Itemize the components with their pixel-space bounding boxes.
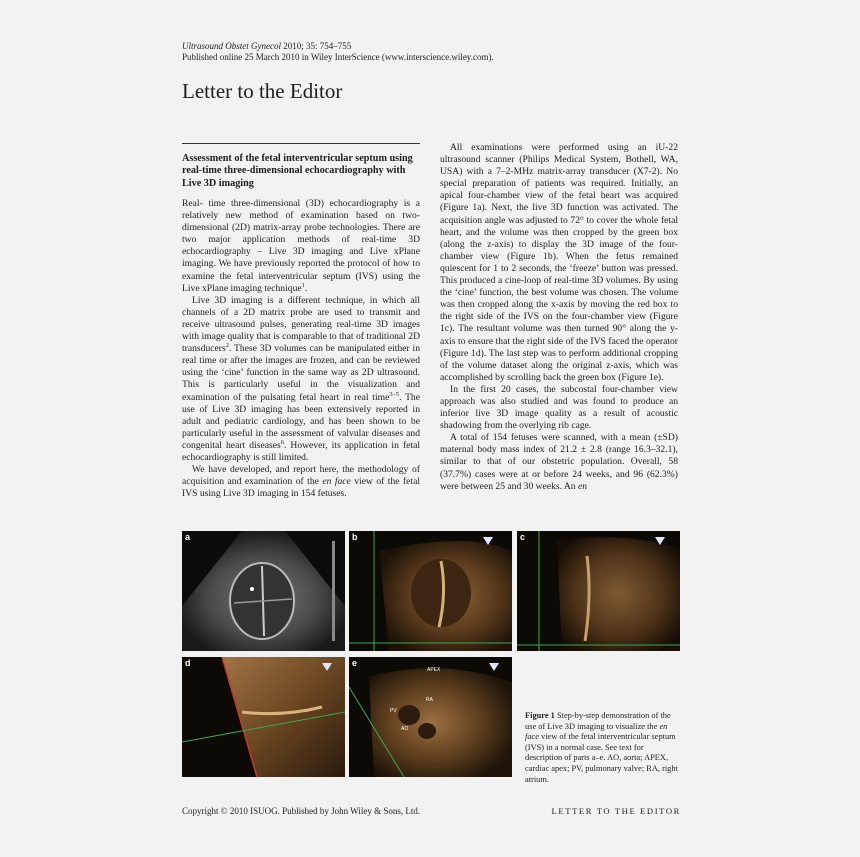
running-head: LETTER TO THE EDITOR	[551, 806, 681, 816]
panel-label: c	[520, 532, 526, 542]
italic-term: en	[578, 480, 588, 492]
annotation-apex: APEX	[427, 667, 441, 673]
paragraph-intro	[182, 198, 420, 295]
reference-marker: 1	[301, 281, 305, 289]
ultrasound-image-grayscale	[182, 531, 345, 651]
reference-marker: 2	[225, 341, 229, 349]
live-3d-image-sepia	[349, 531, 512, 651]
paragraph-subcostal: In the first 20 cases, the subcostal four-chamber view approach was also studied and was found to produce an inferior live 3D image quality as a result of acoustic shadowing from the overlying rib cage.	[440, 383, 678, 432]
paragraph-text: We have developed, and report here, the methodology of acquisition and examination of the	[182, 464, 420, 488]
italic-term: en face	[322, 476, 351, 488]
paragraph-live3d	[182, 295, 420, 464]
live-3d-cropped-image	[517, 531, 680, 651]
published-online-line: Published online 25 March 2010 in Wiley InterScience (www.interscience.wiley.com).	[182, 52, 494, 62]
live-3d-rotated-image	[182, 657, 345, 777]
figure-caption	[525, 711, 681, 785]
figure-panel-d	[182, 657, 345, 777]
annotation-pv: PV	[390, 708, 397, 714]
journal-name: Ultrasound Obstet Gynecol	[182, 41, 281, 51]
panel-label: e	[352, 658, 358, 668]
copyright-footer: Copyright © 2010 ISUOG. Published by John Wiley & Sons, Ltd.	[182, 806, 421, 816]
right-column	[440, 142, 678, 493]
paragraph-text: Real- time three-dimensional (3D) echocardiography is a relatively new method of examination based on two-dimensional (2D) matrix-array probe technologies. There are two major application methods of real-time 3D echocardiography – Live 3D imaging and Live xPlane imaging. We have previously reported the protocol of how to examine the fetal interventricular septum (IVS) using the Live xPlane imaging technique	[182, 198, 420, 294]
left-column	[182, 198, 420, 500]
caption-text: view of the fetal interventricular septum (IVS) in a normal case. See text for description of parts a–e. AO, aorta; APEX, cardiac apex; PV, pulmonary valve; RA, right atrium.	[525, 732, 678, 784]
paragraph-methodology	[182, 464, 420, 500]
italic-term: en face	[525, 721, 668, 742]
figure-panel-b	[349, 531, 512, 651]
paragraph-text: . However, its application in fetal echocardiography is still limited.	[182, 439, 420, 463]
article-title: Assessment of the fetal interventricular septum using real-time three-dimensional echocardiography with Live 3D imaging	[182, 153, 413, 189]
caption-label: Figure 1	[525, 711, 555, 720]
paragraph-text: .	[304, 282, 308, 294]
paragraph-text: A total of 154 fetuses were scanned, with a mean (±SD) maternal body mass index of 21.2 ± 2.8 (range 16.3–32.1), similar to that of our obstetric population. Overall, 58 (37.7%) cases were at or before 24 weeks, and 96 (62.3%) were between 25 and 30 weeks. An	[440, 432, 678, 492]
paragraph-text: . The use of Live 3D imaging has been extensively reported in adult and pediatric cardiology, and has been shown to be particularly useful in the assessment of valvular diseases and congenital heart diseases	[182, 391, 420, 451]
paragraph-examinations: All examinations were performed using an iU-22 ultrasound scanner (Philips Medical System, Bothell, WA, USA) with a 7–2-MHz matrix-array transducer (X7-2). No special preparation of patients was required. Initially, an apical four-chamber view of the fetal heart was acquired (Figure 1a). Next, the live 3D function was activated. The acquisition angle was adjusted to 72° to cover the whole fetal heart, and the volume was then cropped by the green box (along the z-axis) to display the 3D image of the four-chamber view (Figure 1b). When the fetus remained quiescent for 1 to 2 seconds, the ‘freeze’ button was pressed. This produced a cine-loop of real-time 3D volumes. By using the ‘cine’ function, the best volume was chosen. The volume was then cropped along the x-axis by moving the red box to the right side of the IVS on the four-chamber view (Figure 1c). The resultant volume was then turned 90° along the y-axis to ensure that the right side of the IVS faced the operator (Figure 1d). The last step was to perform additional cropping of the volume dataset along the original z-axis, which was accomplished by scrolling back the green box (Figure 1e).	[440, 142, 678, 383]
reference-marker: 3–5	[389, 390, 400, 398]
annotation-ra: RA	[426, 697, 433, 703]
en-face-ivs-image	[349, 657, 512, 777]
paragraph-text: view of the fetal IVS using Live 3D imaging in 154 fetuses.	[182, 476, 421, 500]
annotation-ao: AO	[401, 726, 409, 732]
caption-text: Step-by-step demonstration of the use of Live 3D imaging to visualize the	[525, 711, 671, 731]
title-rule	[182, 143, 420, 144]
figure-panel-c	[517, 531, 680, 651]
journal-volume-pages: 2010; 35: 754–755	[281, 41, 352, 51]
figure-panel-a	[182, 531, 345, 651]
panel-label: b	[352, 532, 358, 542]
paragraph-text: . These 3D volumes can be manipulated either in real time or after the images are frozen, and can be reviewed using the ‘cine’ function in the same way as 2D ultrasound. This is particularly useful in the visualization and examination of the pulsating fetal heart in real time	[182, 343, 420, 403]
paragraph-text: Live 3D imaging is a different technique, in which all channels of a 2D matrix probe are used to transmit and receive ultrasound pulses, generating real-time 3D images with image quality that is comparable to that of traditional 2D transducers	[182, 294, 420, 355]
figure-panel-e	[349, 657, 512, 777]
paragraph-results	[440, 432, 678, 492]
reference-marker: 6	[280, 438, 284, 446]
panel-label: a	[185, 532, 191, 542]
journal-citation-line	[182, 41, 351, 52]
section-title: Letter to the Editor	[182, 79, 343, 103]
panel-label: d	[185, 658, 191, 668]
